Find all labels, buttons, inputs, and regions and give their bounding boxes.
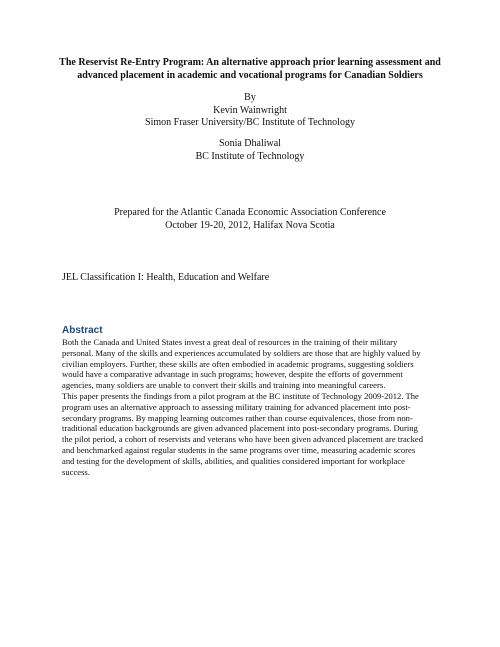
abstract-heading: Abstract: [62, 325, 103, 336]
abstract-line: personal. Many of the skills and experiences accumulated by soldiers are those that are highly valued by: [62, 347, 421, 358]
abstract-line: would have a comparative advantage in such programs; however, despite the efforts of government: [62, 369, 403, 380]
abstract-line: Both the Canada and United States invest a great deal of resources in the training of their military: [62, 337, 398, 347]
abstract-line: and testing for the development of skills, abilities, and qualities considered important for workplace: [62, 455, 405, 466]
author-2-affiliation: BC Institute of Technology: [195, 150, 305, 162]
abstract-line: This paper presents the findings from a pilot program at the BC institute of Technology 2009-2012. The: [62, 390, 419, 401]
abstract-line: traditional education backgrounds are given advanced placement into post-secondary programs. During: [62, 423, 418, 434]
abstract-line: program uses an alternative approach to assessing military training for advanced placement into post-: [62, 401, 411, 412]
abstract-line: the pilot period, a cohort of reservists and veterans who have been given advanced placement are tracked: [62, 434, 424, 445]
abstract-body: [62, 337, 442, 477]
author-2-name: Sonia Dhaliwal: [219, 138, 281, 149]
author-1-affiliation: Simon Fraser University/BC Institute of Technology: [145, 117, 355, 128]
abstract-line: secondary programs. By mapping learning outcomes rather than course equivalences, those from non-: [62, 412, 413, 423]
abstract-line: and benchmarked against regular students in the same programs over time, measuring academic scores: [62, 444, 416, 455]
paper-title: [40, 57, 460, 82]
paper-title-line-2: advanced placement in academic and vocational programs for Canadian Soldiers: [77, 69, 423, 81]
author-block-1: [40, 92, 460, 130]
paper-title-line-1: The Reservist Re-Entry Program: An alternative approach prior learning assessment and: [59, 57, 441, 68]
abstract-line: civilian employers. Further, these skills are often embodied in academic programs, suggesting soldiers: [62, 358, 414, 369]
conference-line-1: Prepared for the Atlantic Canada Economic Association Conference: [114, 207, 386, 218]
author-1-name: Kevin Wainwright: [213, 104, 287, 116]
conference-note: [40, 207, 460, 232]
abstract-line: agencies, many soldiers are unable to convert their skills and training into meaningful careers.: [62, 380, 386, 391]
author-block-2: [40, 138, 460, 163]
conference-line-2: October 19-20, 2012, Halifax Nova Scotia: [165, 219, 335, 231]
by-label: By: [244, 92, 256, 103]
abstract-line: success.: [62, 466, 90, 477]
jel-classification: JEL Classification I: Health, Education and Welfare: [62, 272, 270, 283]
